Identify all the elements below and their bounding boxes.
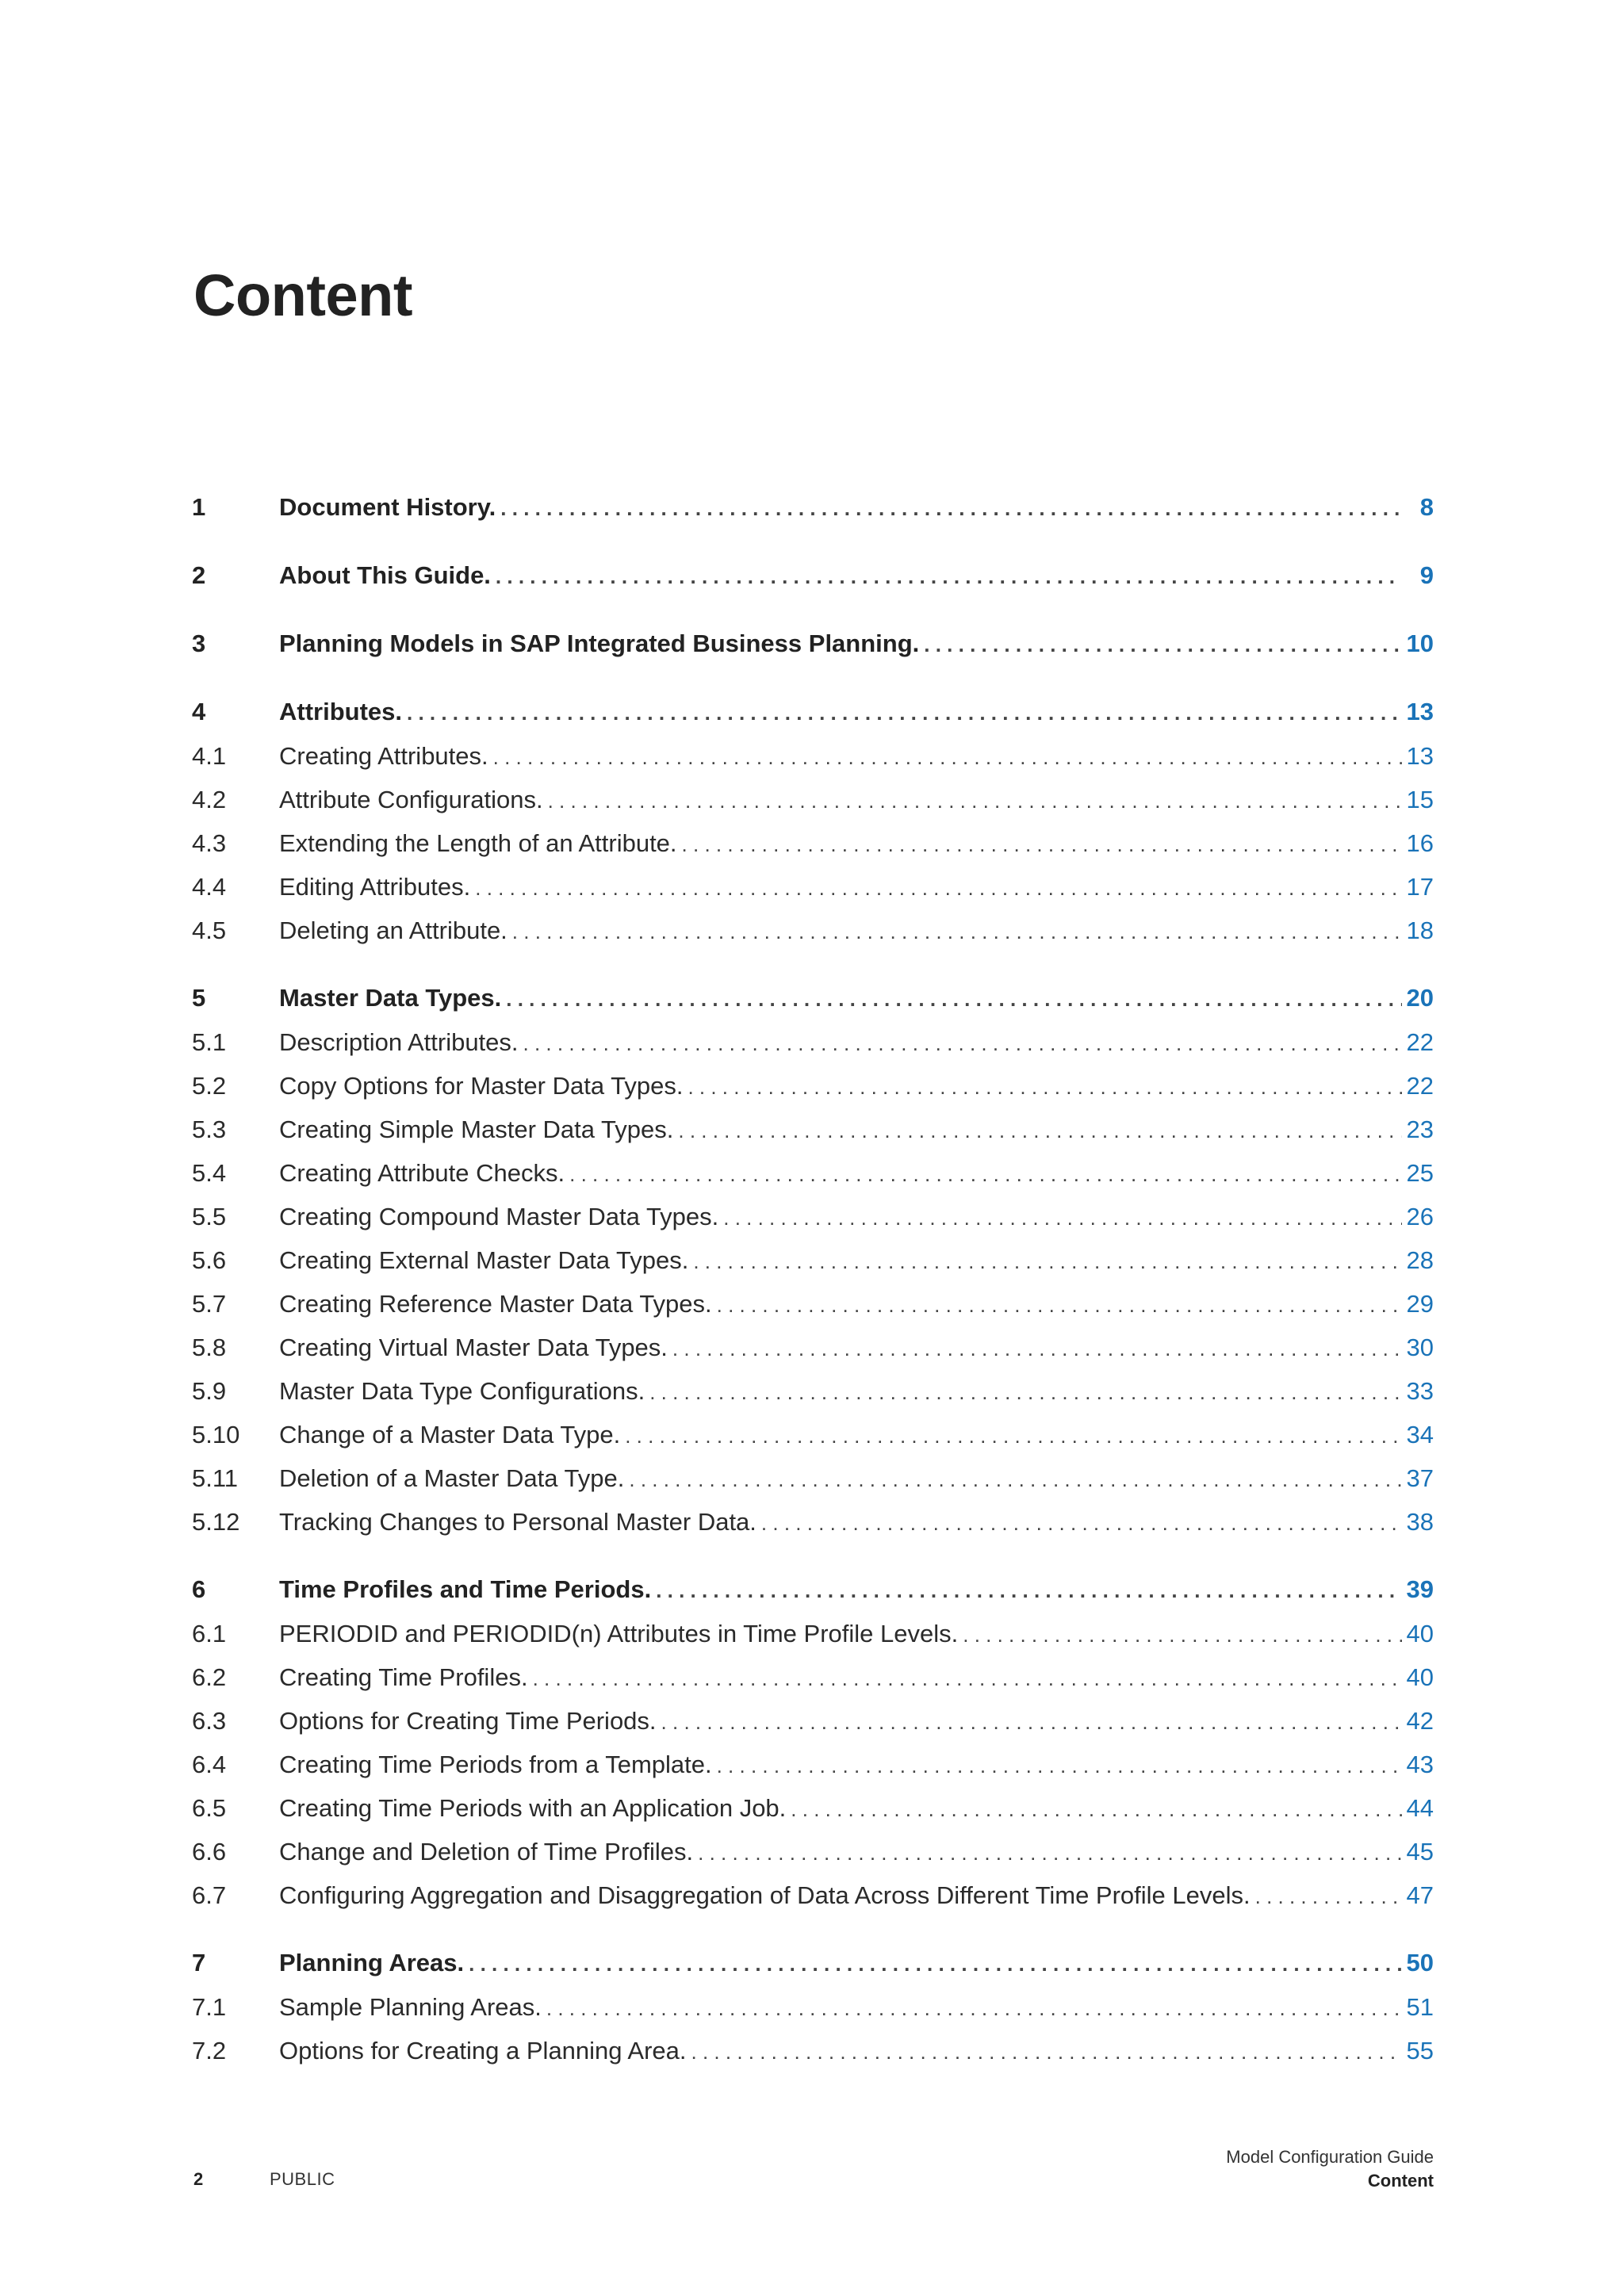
toc-dot-leader (791, 1788, 1401, 1831)
toc-subsection-entry[interactable] (192, 865, 1434, 909)
toc-subsection-entry[interactable] (192, 1151, 1434, 1195)
toc-page-link[interactable]: 43 (1406, 1751, 1434, 1778)
toc-dot-leader (656, 1568, 1401, 1613)
toc-subsection-entry[interactable] (192, 1064, 1434, 1108)
toc-dot-leader (523, 1022, 1402, 1066)
toc-entry-title[interactable]: Editing Attributes. (279, 873, 471, 901)
toc-page-link[interactable]: 37 (1406, 1464, 1434, 1492)
toc-entry-number: 6.1 (192, 1620, 227, 1647)
toc-dot-leader (546, 1987, 1402, 2030)
toc-entry-title[interactable]: Creating Time Profiles. (279, 1663, 528, 1691)
toc-entry-number: 5.12 (192, 1508, 240, 1536)
toc-section (192, 553, 1434, 598)
toc-page-link[interactable]: 33 (1406, 1377, 1434, 1405)
toc-entry-title[interactable]: Creating Time Periods from a Template. (279, 1751, 712, 1778)
toc-entry-number: 6 (192, 1575, 206, 1603)
toc-page-link[interactable]: 22 (1406, 1072, 1434, 1100)
toc-section (192, 1567, 1434, 1917)
toc-entry-title[interactable]: Time Profiles and Time Periods. (279, 1575, 652, 1603)
toc-entry-number: 4.5 (192, 916, 227, 944)
toc-dot-leader (512, 910, 1402, 954)
toc-page-link[interactable]: 23 (1406, 1115, 1434, 1143)
toc-subsection-entry[interactable] (192, 1195, 1434, 1238)
toc-page-link[interactable]: 22 (1406, 1028, 1434, 1056)
toc-entry-number: 4.3 (192, 829, 227, 857)
toc-chapter-entry[interactable] (192, 1567, 1434, 1612)
toc-chapter-entry[interactable] (192, 1941, 1434, 1985)
toc-page-link[interactable]: 13 (1406, 698, 1434, 725)
toc-dot-leader (661, 1701, 1402, 1744)
toc-dot-leader (475, 867, 1401, 910)
toc-dot-leader (493, 736, 1402, 779)
toc-entry-title[interactable]: Creating Reference Master Data Types. (279, 1290, 712, 1318)
toc-subsection-entry[interactable] (192, 1238, 1434, 1282)
toc-entry-title[interactable]: Change and Deletion of Time Profiles. (279, 1838, 694, 1866)
toc-dot-leader (717, 1284, 1402, 1327)
toc-subsection-entry[interactable] (192, 1326, 1434, 1369)
toc-page-link[interactable]: 34 (1406, 1421, 1434, 1448)
toc-dot-leader (672, 1327, 1402, 1371)
toc-subsection-entry[interactable] (192, 1413, 1434, 1456)
toc-entry-number: 5.5 (192, 1203, 227, 1230)
toc-entry-number: 4.2 (192, 786, 227, 813)
toc-entry-number: 5.9 (192, 1377, 227, 1405)
toc-section (192, 485, 1434, 530)
toc-dot-leader (548, 779, 1402, 823)
toc-dot-leader (678, 1109, 1401, 1153)
toc-entry-number: 4.1 (192, 742, 227, 770)
toc-subsection-entry[interactable] (192, 1108, 1434, 1151)
toc-entry-title[interactable]: Planning Models in SAP Integrated Business Planning. (279, 629, 920, 657)
toc-page-link[interactable]: 40 (1406, 1620, 1434, 1647)
toc-entry-title[interactable]: Creating Virtual Master Data Types. (279, 1334, 668, 1361)
toc-entry-number: 6.3 (192, 1707, 227, 1735)
toc-subsection-entry[interactable] (192, 1612, 1434, 1655)
toc-entry-title[interactable]: Creating Compound Master Data Types. (279, 1203, 719, 1230)
toc-entry-number: 6.5 (192, 1794, 227, 1822)
toc-subsection-entry[interactable] (192, 1786, 1434, 1830)
toc-dot-leader (569, 1153, 1401, 1196)
toc-entry-number: 5.2 (192, 1072, 227, 1100)
toc-subsection-entry[interactable] (192, 1830, 1434, 1873)
toc-entry-number: 5 (192, 984, 206, 1012)
toc-entry-title[interactable]: Creating Attributes. (279, 742, 488, 770)
toc-page-link[interactable]: 9 (1419, 561, 1434, 589)
toc-entry-number: 7.1 (192, 1993, 227, 2021)
toc-dot-leader (500, 486, 1402, 530)
toc-dot-leader (688, 1066, 1401, 1109)
toc-entry-title[interactable]: Options for Creating a Planning Area. (279, 2037, 687, 2064)
toc-subsection-entry[interactable] (192, 1743, 1434, 1786)
toc-entry-title[interactable]: Copy Options for Master Data Types. (279, 1072, 684, 1100)
toc-dot-leader (407, 691, 1402, 735)
toc-entry-title[interactable]: Deleting an Attribute. (279, 916, 508, 944)
toc-page-link[interactable]: 13 (1406, 742, 1434, 770)
toc-chapter-entry[interactable] (192, 553, 1434, 598)
toc-entry-number: 2 (192, 561, 206, 589)
toc-entry-number: 5.10 (192, 1421, 240, 1448)
toc-section (192, 622, 1434, 666)
toc-entry-number: 4.4 (192, 873, 227, 901)
toc-entry-title[interactable]: Configuring Aggregation and Disaggregation of Data Across Different Time Profile Levels. (279, 1881, 1251, 1909)
toc-subsection-entry[interactable] (192, 1500, 1434, 1544)
toc-entry-title[interactable]: PERIODID and PERIODID(n) Attributes in Time Profile Levels. (279, 1620, 959, 1647)
toc-page-link[interactable]: 38 (1406, 1508, 1434, 1536)
footer-classification: PUBLIC (270, 2169, 335, 2189)
toc-entry-title[interactable]: Attribute Configurations. (279, 786, 543, 813)
toc-dot-leader (1255, 1875, 1402, 1919)
toc-subsection-entry[interactable] (192, 1655, 1434, 1699)
toc-entry-number: 6.7 (192, 1881, 227, 1909)
toc-chapter-entry[interactable] (192, 485, 1434, 530)
toc-entry-title[interactable]: Master Data Types. (279, 984, 502, 1012)
toc-subsection-entry[interactable] (192, 821, 1434, 865)
toc-subsection-entry[interactable] (192, 1699, 1434, 1743)
toc-entry-number: 7.2 (192, 2037, 227, 2064)
toc-subsection-entry[interactable] (192, 2029, 1434, 2072)
toc-section (192, 976, 1434, 1544)
toc-chapter-entry[interactable] (192, 622, 1434, 666)
toc-dot-leader (963, 1613, 1401, 1657)
toc-page-link[interactable]: 50 (1406, 1949, 1434, 1976)
toc-page-link[interactable]: 39 (1406, 1575, 1434, 1603)
toc-entry-number: 5.4 (192, 1159, 227, 1187)
toc-subsection-entry[interactable] (192, 1873, 1434, 1917)
toc-dot-leader (629, 1458, 1401, 1502)
toc-entry-title[interactable]: Tracking Changes to Personal Master Data. (279, 1508, 756, 1536)
toc-entry-title[interactable]: Attributes. (279, 698, 402, 725)
toc-subsection-entry[interactable] (192, 1020, 1434, 1064)
toc-entry-title[interactable]: Creating Simple Master Data Types. (279, 1115, 674, 1143)
toc-page-link[interactable]: 30 (1406, 1334, 1434, 1361)
toc-entry-number: 4 (192, 698, 206, 725)
toc-dot-leader (469, 1942, 1401, 1986)
toc-subsection-entry[interactable] (192, 1456, 1434, 1500)
toc-dot-leader (625, 1414, 1401, 1458)
toc-chapter-entry[interactable] (192, 690, 1434, 734)
toc-page-link[interactable]: 20 (1406, 984, 1434, 1012)
toc-page-link[interactable]: 29 (1406, 1290, 1434, 1318)
toc-dot-leader (693, 1240, 1401, 1284)
toc-page-link[interactable]: 40 (1406, 1663, 1434, 1691)
toc-dot-leader (691, 2030, 1402, 2074)
toc-entry-number: 6.2 (192, 1663, 227, 1691)
toc-entry-title[interactable]: Change of a Master Data Type. (279, 1421, 621, 1448)
toc-dot-leader (717, 1744, 1402, 1788)
toc-entry-title[interactable]: Creating Attribute Checks. (279, 1159, 565, 1187)
toc-page-link[interactable]: 18 (1406, 916, 1434, 944)
toc-section (192, 690, 1434, 952)
toc-entry-title[interactable]: Master Data Type Configurations. (279, 1377, 645, 1405)
toc-page-link[interactable]: 55 (1406, 2037, 1434, 2064)
toc-page-link[interactable]: 10 (1406, 629, 1434, 657)
toc-entry-number: 6.6 (192, 1838, 227, 1866)
toc-page-link[interactable]: 51 (1406, 1993, 1434, 2021)
toc-subsection-entry[interactable] (192, 1282, 1434, 1326)
toc-entry-title[interactable]: Deletion of a Master Data Type. (279, 1464, 625, 1492)
toc-entry-title[interactable]: Sample Planning Areas. (279, 1993, 542, 2021)
toc-subsection-entry[interactable] (192, 1985, 1434, 2029)
table-of-contents (192, 485, 1434, 2096)
toc-dot-leader (723, 1196, 1401, 1240)
toc-entry-number: 5.3 (192, 1115, 227, 1143)
toc-entry-number: 3 (192, 629, 206, 657)
toc-subsection-entry[interactable] (192, 909, 1434, 952)
toc-entry-title[interactable]: Description Attributes. (279, 1028, 519, 1056)
toc-entry-title[interactable]: Options for Creating Time Periods. (279, 1707, 657, 1735)
toc-dot-leader (698, 1831, 1401, 1875)
toc-entry-title[interactable]: Creating External Master Data Types. (279, 1246, 689, 1274)
toc-subsection-entry[interactable] (192, 734, 1434, 778)
toc-page-link[interactable]: 26 (1406, 1203, 1434, 1230)
toc-page-link[interactable]: 45 (1406, 1838, 1434, 1866)
toc-entry-title[interactable]: About This Guide. (279, 561, 491, 589)
footer-right (1226, 2145, 1434, 2193)
footer-left (193, 2169, 335, 2190)
toc-entry-number: 5.7 (192, 1290, 227, 1318)
toc-dot-leader (649, 1371, 1401, 1414)
toc-entry-number: 1 (192, 493, 206, 521)
toc-entry-title[interactable]: Document History. (279, 493, 496, 521)
toc-entry-number: 6.4 (192, 1751, 227, 1778)
toc-dot-leader (506, 977, 1401, 1021)
toc-dot-leader (496, 554, 1402, 599)
toc-entry-number: 5.6 (192, 1246, 227, 1274)
page-title: Content (193, 262, 412, 328)
footer-section-name: Content (1367, 2171, 1434, 2191)
toc-dot-leader (682, 823, 1402, 867)
toc-section (192, 1941, 1434, 2072)
toc-page-link[interactable]: 15 (1406, 786, 1434, 813)
toc-subsection-entry[interactable] (192, 1369, 1434, 1413)
toc-entry-number: 7 (192, 1949, 206, 1976)
footer-guide-name: Model Configuration Guide (1226, 2147, 1434, 2167)
toc-page-link[interactable]: 28 (1406, 1246, 1434, 1274)
toc-subsection-entry[interactable] (192, 778, 1434, 821)
toc-entry-title[interactable]: Extending the Length of an Attribute. (279, 829, 677, 857)
toc-page-link[interactable]: 25 (1406, 1159, 1434, 1187)
toc-entry-title[interactable]: Planning Areas. (279, 1949, 465, 1976)
toc-page-link[interactable]: 47 (1406, 1881, 1434, 1909)
toc-dot-leader (761, 1502, 1402, 1545)
toc-page-link[interactable]: 44 (1406, 1794, 1434, 1822)
toc-page-link[interactable]: 17 (1406, 873, 1434, 901)
toc-chapter-entry[interactable] (192, 976, 1434, 1020)
toc-dot-leader (924, 622, 1401, 667)
toc-page-link[interactable]: 16 (1406, 829, 1434, 857)
toc-page-link[interactable]: 8 (1419, 493, 1434, 521)
toc-entry-number: 5.1 (192, 1028, 227, 1056)
footer-page-number: 2 (193, 2169, 204, 2189)
toc-page-link[interactable]: 42 (1406, 1707, 1434, 1735)
toc-dot-leader (533, 1657, 1402, 1701)
toc-entry-number: 5.11 (192, 1464, 239, 1492)
toc-entry-number: 5.8 (192, 1334, 227, 1361)
toc-entry-title[interactable]: Creating Time Periods with an Application Job. (279, 1794, 787, 1822)
